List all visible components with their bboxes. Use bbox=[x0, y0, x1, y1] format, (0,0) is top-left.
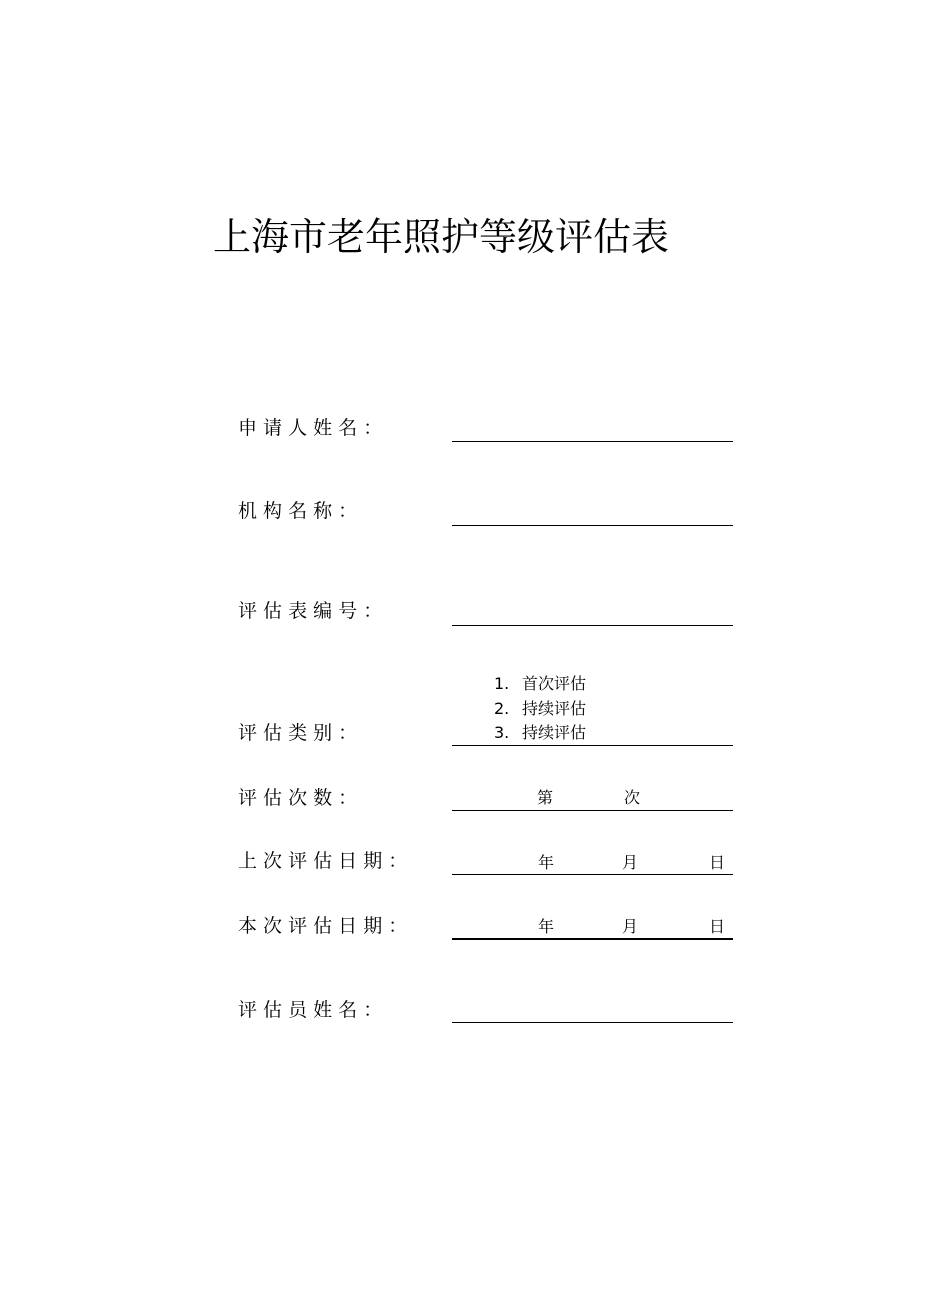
current-date-year: 年 bbox=[538, 917, 555, 936]
assessor-name-field[interactable] bbox=[452, 1022, 733, 1023]
assessment-type-label: 评 估 类 别 ： bbox=[238, 722, 358, 744]
institution-name-field[interactable] bbox=[452, 525, 733, 526]
applicant-name-field[interactable] bbox=[452, 441, 733, 442]
institution-name-label: 机 构 名 称 ： bbox=[238, 500, 358, 522]
form-number-field[interactable] bbox=[452, 625, 733, 626]
applicant-name-label: 申 请 人 姓 名 ： bbox=[238, 417, 383, 439]
current-date-month: 月 bbox=[622, 917, 639, 936]
form-number-label: 评 估 表 编 号 ： bbox=[238, 600, 383, 622]
assessment-type-field[interactable] bbox=[452, 745, 733, 746]
last-date-label: 上 次 评 估 日 期 ： bbox=[238, 850, 408, 872]
assessment-type-option-3[interactable] bbox=[494, 723, 586, 743]
current-date-day: 日 bbox=[709, 917, 726, 936]
assessor-name-label: 评 估 员 姓 名 ： bbox=[238, 999, 383, 1021]
assessment-count-field[interactable] bbox=[452, 810, 733, 811]
assessment-count-label: 评 估 次 数 ： bbox=[238, 787, 358, 809]
option-text: 首次评估 bbox=[522, 674, 587, 693]
option-number: 2. bbox=[494, 699, 510, 718]
option-number: 1. bbox=[494, 674, 510, 693]
assessment-type-option-1[interactable] bbox=[494, 674, 586, 694]
last-date-day: 日 bbox=[709, 853, 726, 872]
last-date-field[interactable] bbox=[452, 874, 733, 875]
current-date-label: 本 次 评 估 日 期 ： bbox=[238, 915, 408, 937]
page-title: 上海市老年照护等级评估表 bbox=[213, 215, 670, 259]
option-number: 3. bbox=[494, 723, 510, 742]
option-text: 持续评估 bbox=[522, 723, 587, 742]
count-prefix: 第 bbox=[537, 788, 554, 807]
last-date-year: 年 bbox=[538, 853, 555, 872]
last-date-month: 月 bbox=[622, 853, 639, 872]
current-date-field[interactable] bbox=[452, 938, 733, 940]
option-text: 持续评估 bbox=[522, 699, 587, 718]
count-suffix: 次 bbox=[624, 788, 641, 807]
assessment-type-option-2[interactable] bbox=[494, 699, 586, 719]
